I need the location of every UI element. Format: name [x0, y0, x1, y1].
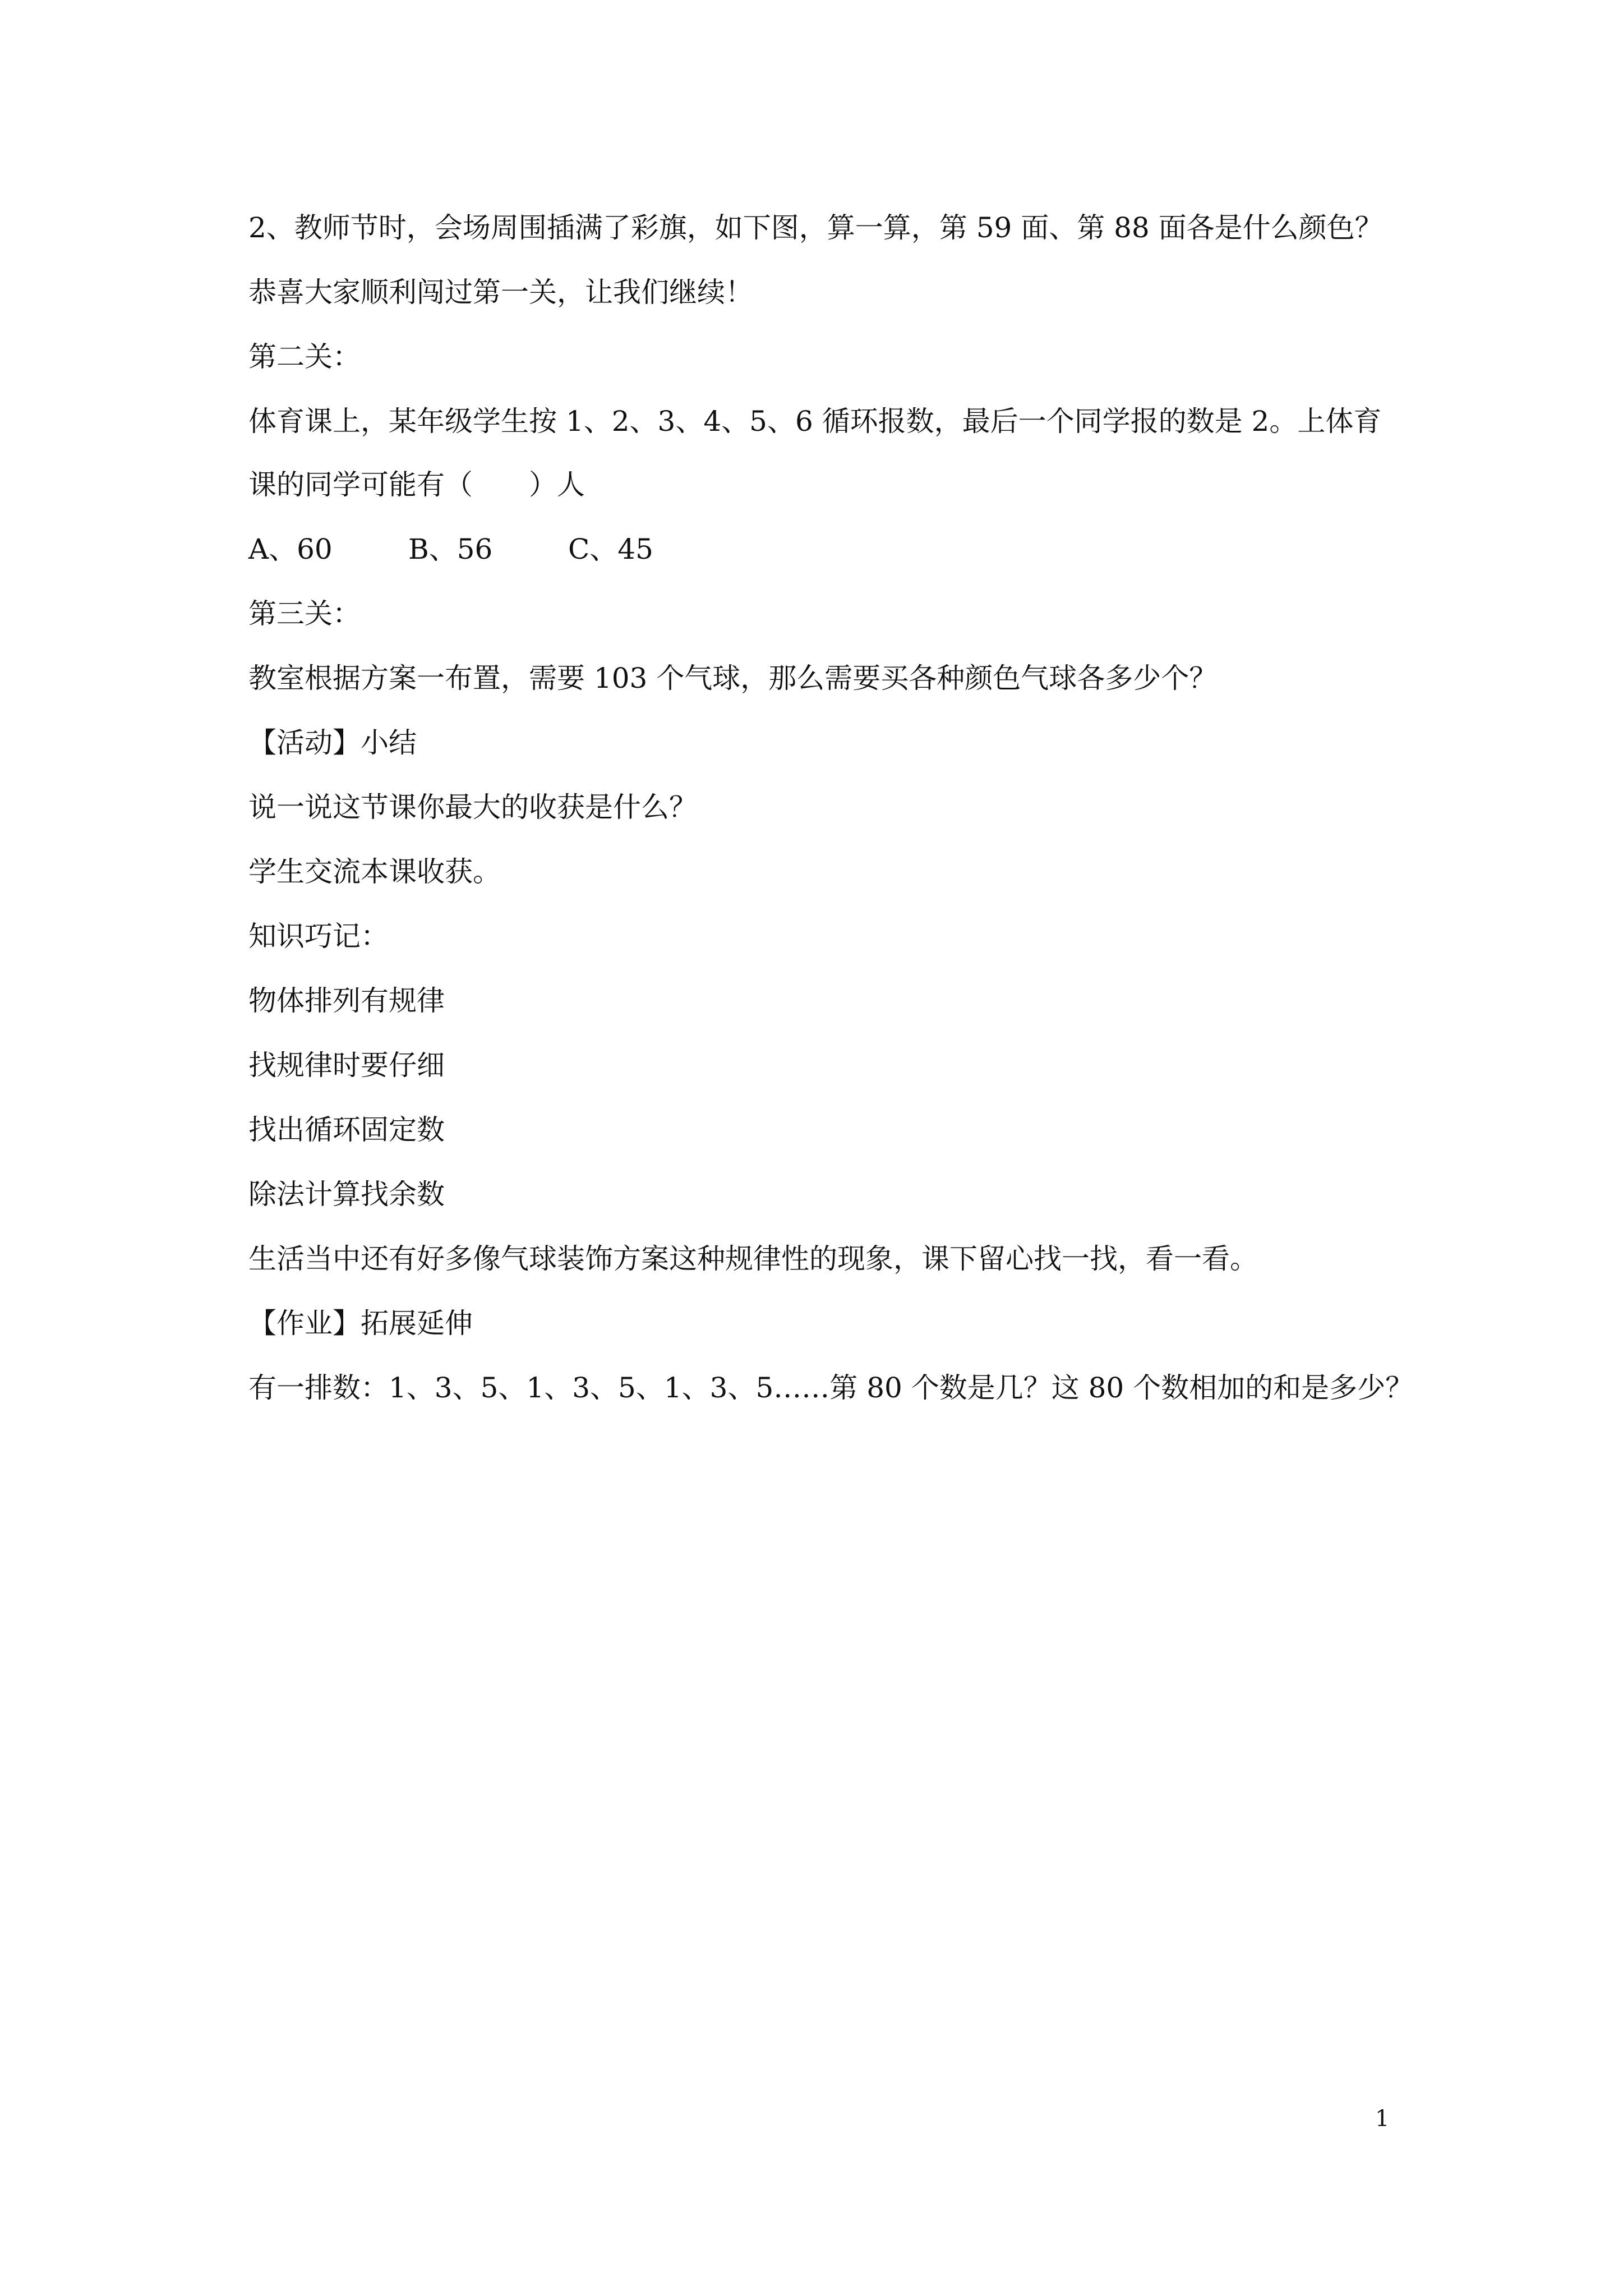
congrats-text: 恭喜大家顺利闯过第一关，让我们继续！ — [248, 276, 753, 309]
activity-summary-heading: 【活动】小结 — [248, 726, 417, 759]
question-2-flags: 2、教师节时，会场周围插满了彩旗，如下图，算一算，第 59 面、第 88 面各是什么颜色？ — [248, 211, 1383, 244]
level-2-question-line-2: 课的同学可能有（ ）人 — [248, 468, 585, 501]
tip-3: 找出循环固定数 — [248, 1114, 445, 1146]
homework-question: 有一排数：1、3、5、1、3、5、1、3、5……第 80 个数是几？这 80 个数相加的和是多少？ — [248, 1372, 1414, 1404]
tip-1: 物体排列有规律 — [248, 984, 445, 1017]
tip-2: 找规律时要仔细 — [248, 1049, 445, 1082]
summary-prompt: 说一说这节课你最大的收获是什么？ — [248, 791, 697, 823]
page-number: 1 — [1375, 2106, 1390, 2132]
tip-4: 除法计算找余数 — [248, 1178, 445, 1211]
option-c: C、45 — [568, 533, 653, 565]
level-3-question: 教室根据方案一布置，需要 103 个气球，那么需要买各种颜色气球各多少个？ — [248, 662, 1218, 694]
level-2-question-line-1: 体育课上，某年级学生按 1、2、3、4、5、6 循环报数，最后一个同学报的数是 2。上体育 — [248, 405, 1382, 438]
option-a: A、60 — [248, 533, 333, 565]
student-exchange: 学生交流本课收获。 — [248, 855, 501, 888]
knowledge-tips-heading: 知识巧记： — [248, 920, 389, 953]
level-3-heading: 第三关： — [248, 597, 361, 630]
option-b: B、56 — [408, 533, 493, 565]
life-patterns-note: 生活当中还有好多像气球装饰方案这种规律性的现象，课下留心找一找，看一看。 — [248, 1243, 1258, 1275]
homework-heading: 【作业】拓展延伸 — [248, 1307, 473, 1340]
document-body — [248, 209, 1437, 1433]
answer-options — [248, 530, 1437, 568]
level-2-heading: 第二关： — [248, 341, 361, 373]
